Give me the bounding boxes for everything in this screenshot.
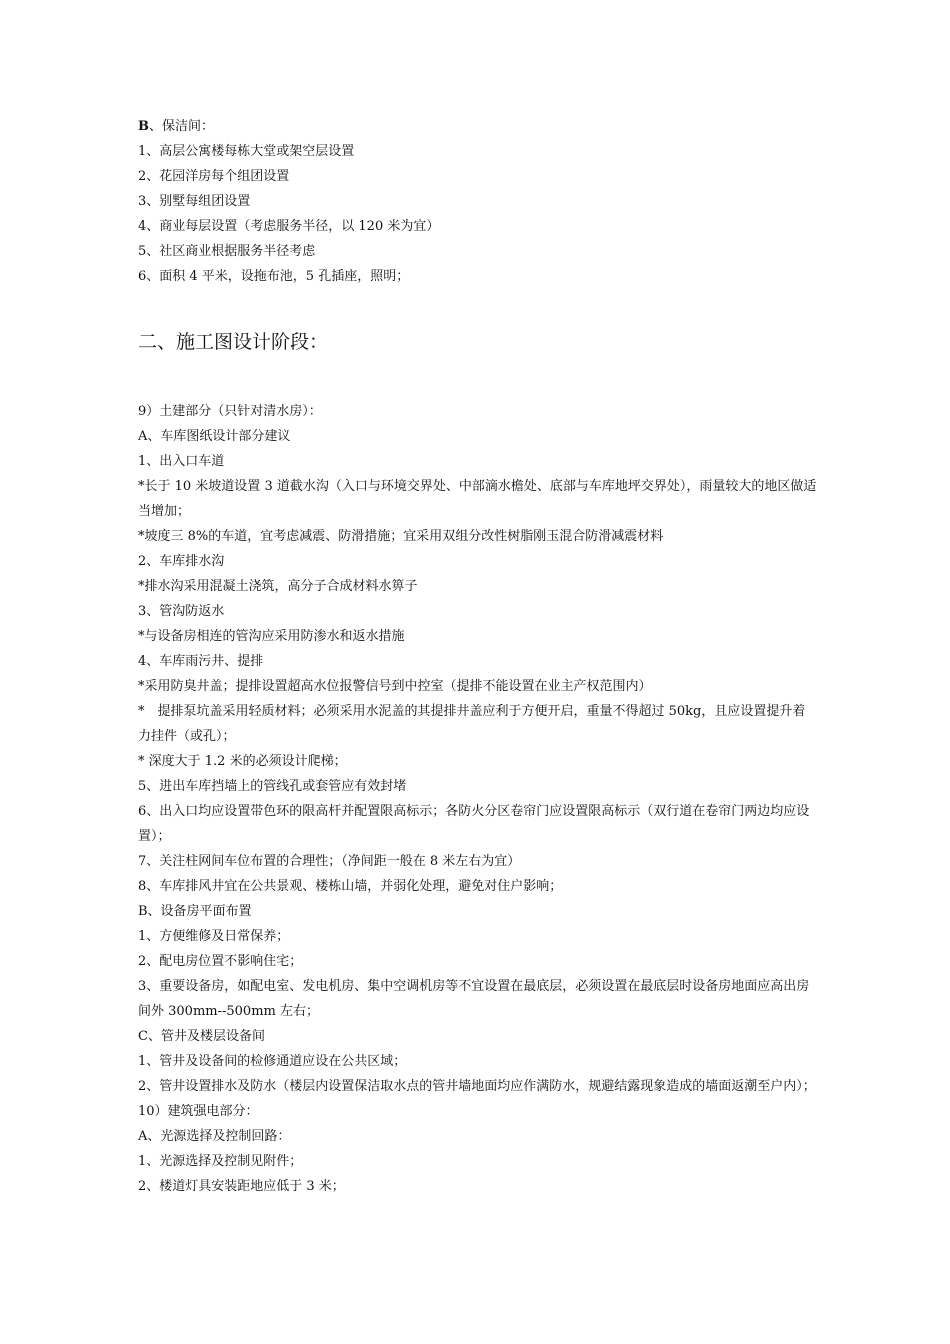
paragraph-line: 6、出入口均应设置带色环的限高杆并配置限高标示；各防火分区卷帘门应设置限高标示（双行道在卷帘门两边均应设置）； (138, 804, 810, 844)
paragraph-line: 1、管井及设备间的检修通道应设在公共区域； (138, 1054, 407, 1069)
list-item: 6、面积 4 平米，设拖布池，5 孔插座，照明； (138, 269, 410, 284)
paragraph-line: C、管井及楼层设备间 (138, 1029, 265, 1044)
list-item: 3、别墅每组团设置 (138, 194, 251, 209)
paragraph-line: 2、车库排水沟 (138, 554, 225, 569)
list-item: 5、社区商业根据服务半径考虑 (138, 244, 316, 259)
paragraph-line: 7、关注柱网间车位布置的合理性；（净间距一般在 8 米左右为宜） (138, 854, 521, 869)
construction-body (138, 399, 818, 1199)
paragraph-line: 5、进出车库挡墙上的管线孔或套管应有效封堵 (138, 779, 407, 794)
paragraph-line: *长于 10 米坡道设置 3 道截水沟（入口与环境交界处、中部滴水檐处、底部与车库地坪交界处），雨量较大的地区做适当增加； (138, 479, 817, 519)
paragraph-line: 9）土建部分（只针对清水房）： (138, 404, 322, 419)
list-item: 1、高层公寓楼每栋大堂或架空层设置 (138, 144, 355, 159)
paragraph-line: 2、楼道灯具安装距地应低于 3 米； (138, 1179, 345, 1194)
paragraph-line: *坡度三 8%的车道，宜考虑减震、防滑措施；宜采用双组分改性树脂刚玉混合防滑减震材料 (138, 529, 664, 544)
paragraph-line: 1、方便维修及日常保养； (138, 929, 290, 944)
paragraph-line: 2、配电房位置不影响住宅； (138, 954, 303, 969)
paragraph-line: *采用防臭井盖；提排设置超高水位报警信号到中控室（提排不能设置在业主产权范围内） (138, 679, 652, 694)
paragraph-line: B、设备房平面布置 (138, 904, 252, 919)
paragraph-line: A、光源选择及控制回路： (138, 1129, 291, 1144)
paragraph-line: * 深度大于 1.2 米的必须设计爬梯； (138, 754, 347, 769)
paragraph-line: 10）建筑强电部分： (138, 1104, 259, 1119)
section-heading: 二、施工图设计阶段： (138, 331, 329, 353)
paragraph-line: 2、管井设置排水及防水（楼层内设置保洁取水点的管井墙地面均应作满防水，规避结露现象造成的墙面返潮至户内）； (138, 1079, 816, 1094)
section-title-text: 、保洁间： (149, 119, 215, 134)
list-item: 4、商业每层设置（考虑服务半径，以 120 米为宜） (138, 219, 440, 234)
paragraph-line: 3、管沟防返水 (138, 604, 225, 619)
paragraph-line: 1、光源选择及控制见附件； (138, 1154, 303, 1169)
paragraph-line: 1、出入口车道 (138, 454, 225, 469)
paragraph-line: 8、车库排风井宜在公共景观、楼栋山墙，并弱化处理，避免对住户影响； (138, 879, 563, 894)
paragraph-line: *与设备房相连的管沟应采用防渗水和返水措施 (138, 629, 405, 644)
cleaning-room-title (138, 114, 818, 139)
list-item: 2、花园洋房每个组团设置 (138, 169, 290, 184)
paragraph-line: A、车库图纸设计部分建议 (138, 429, 291, 444)
paragraph-line: * 提排泵坑盖采用轻质材料；必须采用水泥盖的其提排井盖应利于方便开启，重量不得超过 50kg，且应设置提升着力挂件（或孔）； (138, 704, 806, 744)
section-letter: B (138, 119, 149, 134)
cleaning-room-section (138, 114, 818, 289)
paragraph-line: 4、车库雨污井、提排 (138, 654, 264, 669)
paragraph-line: *排水沟采用混凝土浇筑，高分子合成材料水箅子 (138, 579, 418, 594)
paragraph-line: 3、重要设备房，如配电室、发电机房、集中空调机房等不宜设置在最底层，必须设置在最底层时设备房地面应高出房间外 300mm--500mm 左右； (138, 979, 810, 1019)
